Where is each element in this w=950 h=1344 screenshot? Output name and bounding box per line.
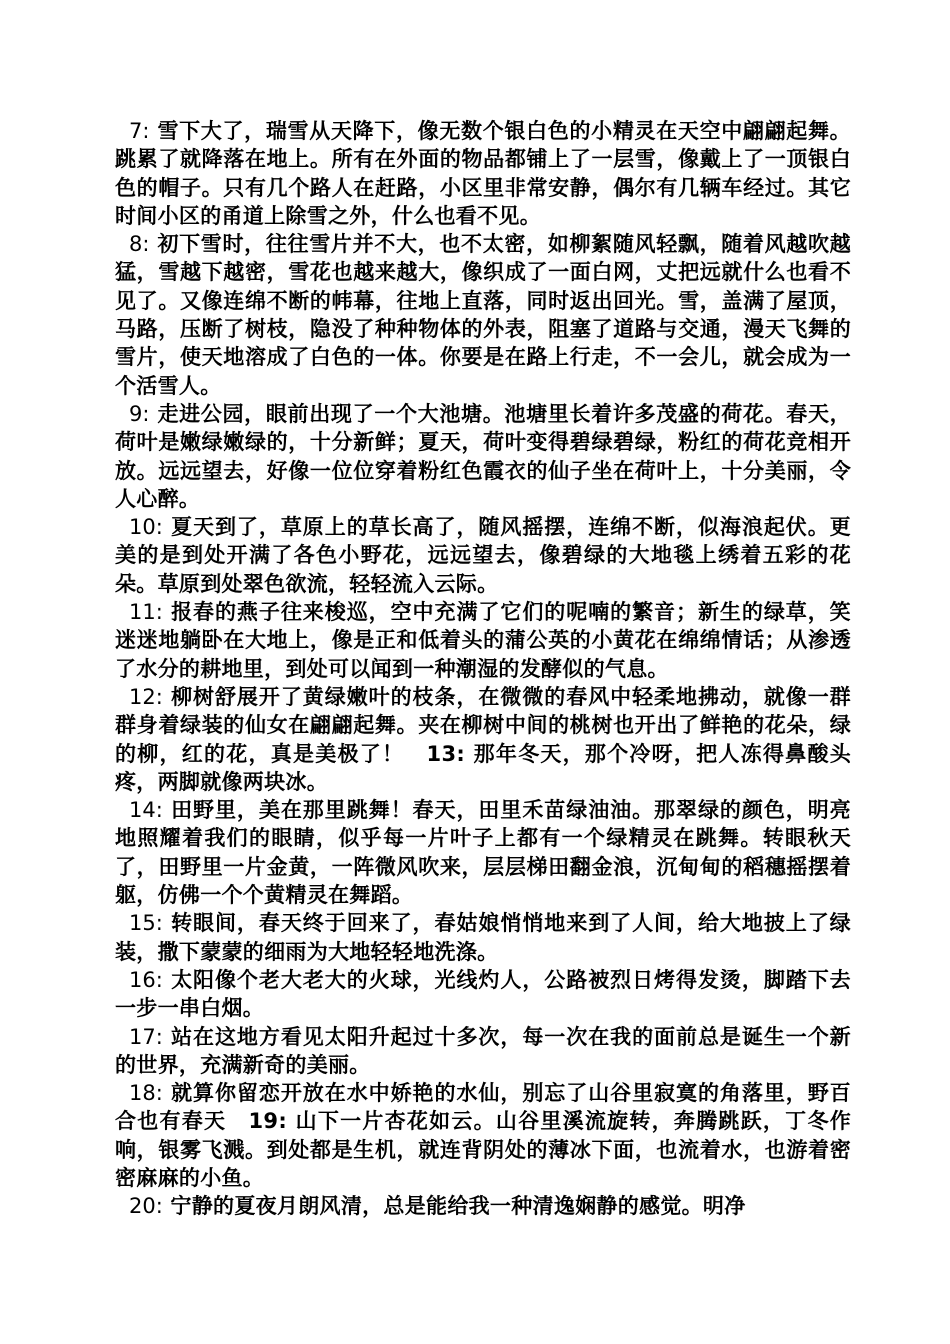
paragraph-text: 太阳像个老大老大的火球，光线灼人，公路被烈日烤得发烫，脚踏下去一步一串白烟。	[115, 967, 851, 1021]
paragraph-text: 柳树舒展开了黄绿嫩叶的枝条，在微微的春风中轻柔地拂动，就像一群群身着绿装的仙女在翩翩起舞。夹在柳树中间的桃树也开出了鲜艳的花朵，绿的柳，红的花，真是美极了！ 13: 那年冬天，那个冷呀，把人冻得鼻酸头疼，两脚就像两块冰。	[115, 684, 851, 794]
paragraph-17	[115, 1023, 851, 1080]
paragraph-14	[115, 796, 851, 909]
paragraph-8	[115, 230, 851, 400]
paragraph-16	[115, 966, 851, 1023]
paragraph-text: 雪下大了，瑞雪从天降下，像无数个银白色的小精灵在天空中翩翩起舞。跳累了就降落在地上。所有在外面的物品都铺上了一层雪，像戴上了一顶银白色的帽子。只有几个路人在赶路，小区里非常安静，偶尔有几辆车经过。其它时间小区的甬道上除雪之外，什么也看不见。	[115, 119, 851, 228]
paragraph-text: 宁静的夏夜月朗风清，总是能给我一种清逸娴静的感觉。明净	[170, 1194, 746, 1219]
paragraph-text: 转眼间，春天终于回来了，春姑娘悄悄地来到了人间，给大地披上了绿装，撒下蒙蒙的细雨为大地轻轻地洗涤。	[115, 911, 851, 964]
paragraph-text: 就算你留恋开放在水中娇艳的水仙，别忘了山谷里寂寞的角落里，野百合也有春天 19: 山下一片杏花如云。山谷里溪流旋转，奔腾跳跃，丁冬作响，银雾飞溅。到处都是生机，就连背阴处的薄冰下面，也流着水，也游着密密麻麻的小鱼。	[115, 1081, 851, 1190]
paragraph-10	[115, 513, 851, 598]
paragraph-number: 9:	[129, 401, 150, 426]
paragraph-number: 11:	[129, 600, 163, 625]
paragraph-9	[115, 400, 851, 513]
paragraph-text: 夏天到了，草原上的草长高了，随风摇摆，连绵不断，似海浪起伏。更美的是到处开满了各色小野花，远远望去，像碧绿的大地毯上绣着五彩的花朵。草原到处翠色欲流，轻轻流入云际。	[115, 515, 851, 596]
paragraph-7	[115, 117, 851, 230]
paragraph-number: 16:	[129, 967, 163, 992]
paragraph-text: 初下雪时，往往雪片并不大，也不太密，如柳絮随风轻飘，随着风越吹越猛，雪越下越密，雪花也越来越大，像织成了一面白网，丈把远就什么也看不见了。又像连绵不断的帏幕，往地上直落，同时返出回光。雪，盖满了屋顶，马路，压断了树枝，隐没了种种物体的外表，阻塞了道路与交通，漫天飞舞的雪片，使天地溶成了白色的一体。你要是在路上行走，不一会儿，就会成为一个活雪人。	[115, 232, 851, 398]
paragraph-number: 8:	[129, 232, 150, 257]
paragraph-11	[115, 598, 851, 683]
paragraph-20	[115, 1192, 851, 1220]
paragraph-number: 14:	[129, 798, 163, 823]
document-body	[115, 117, 851, 1221]
paragraph-number: 7:	[129, 119, 150, 143]
paragraph-15	[115, 909, 851, 966]
paragraph-number: 20:	[129, 1194, 163, 1219]
paragraph-18	[115, 1079, 851, 1192]
paragraph-number: 10:	[129, 515, 163, 540]
paragraph-number: 17:	[129, 1024, 163, 1049]
paragraph-text: 田野里，美在那里跳舞！春天，田里禾苗绿油油。那翠绿的颜色，明亮地照耀着我们的眼睛，似乎每一片叶子上都有一个绿精灵在跳舞。转眼秋天了，田野里一片金黄，一阵微风吹来，层层梯田翻金浪，沉甸甸的稻穗摇摆着躯，仿佛一个个黄精灵在舞蹈。	[115, 798, 851, 908]
paragraph-text: 报春的燕子往来梭巡，空中充满了它们的呢喃的繁音；新生的绿草，笑迷迷地躺卧在大地上，像是正和低着头的蒲公英的小黄花在绵绵情话；从渗透了水分的耕地里，到处可以闻到一种潮湿的发酵似的气息。	[115, 600, 851, 681]
paragraph-text: 站在这地方看见太阳升起过十多次，每一次在我的面前总是诞生一个新的世界，充满新奇的美丽。	[115, 1024, 851, 1077]
paragraph-number: 12:	[129, 684, 163, 709]
paragraph-12	[115, 683, 851, 796]
paragraph-number: 18:	[129, 1081, 163, 1106]
paragraph-text: 走进公园，眼前出现了一个大池塘。池塘里长着许多茂盛的荷花。春天，荷叶是嫩绿嫩绿的，十分新鲜；夏天，荷叶变得碧绿碧绿，粉红的荷花竞相开放。远远望去，好像一位位穿着粉红色霞衣的仙子坐在荷叶上，十分美丽，令人心醉。	[115, 401, 851, 511]
paragraph-number: 15:	[129, 911, 163, 936]
